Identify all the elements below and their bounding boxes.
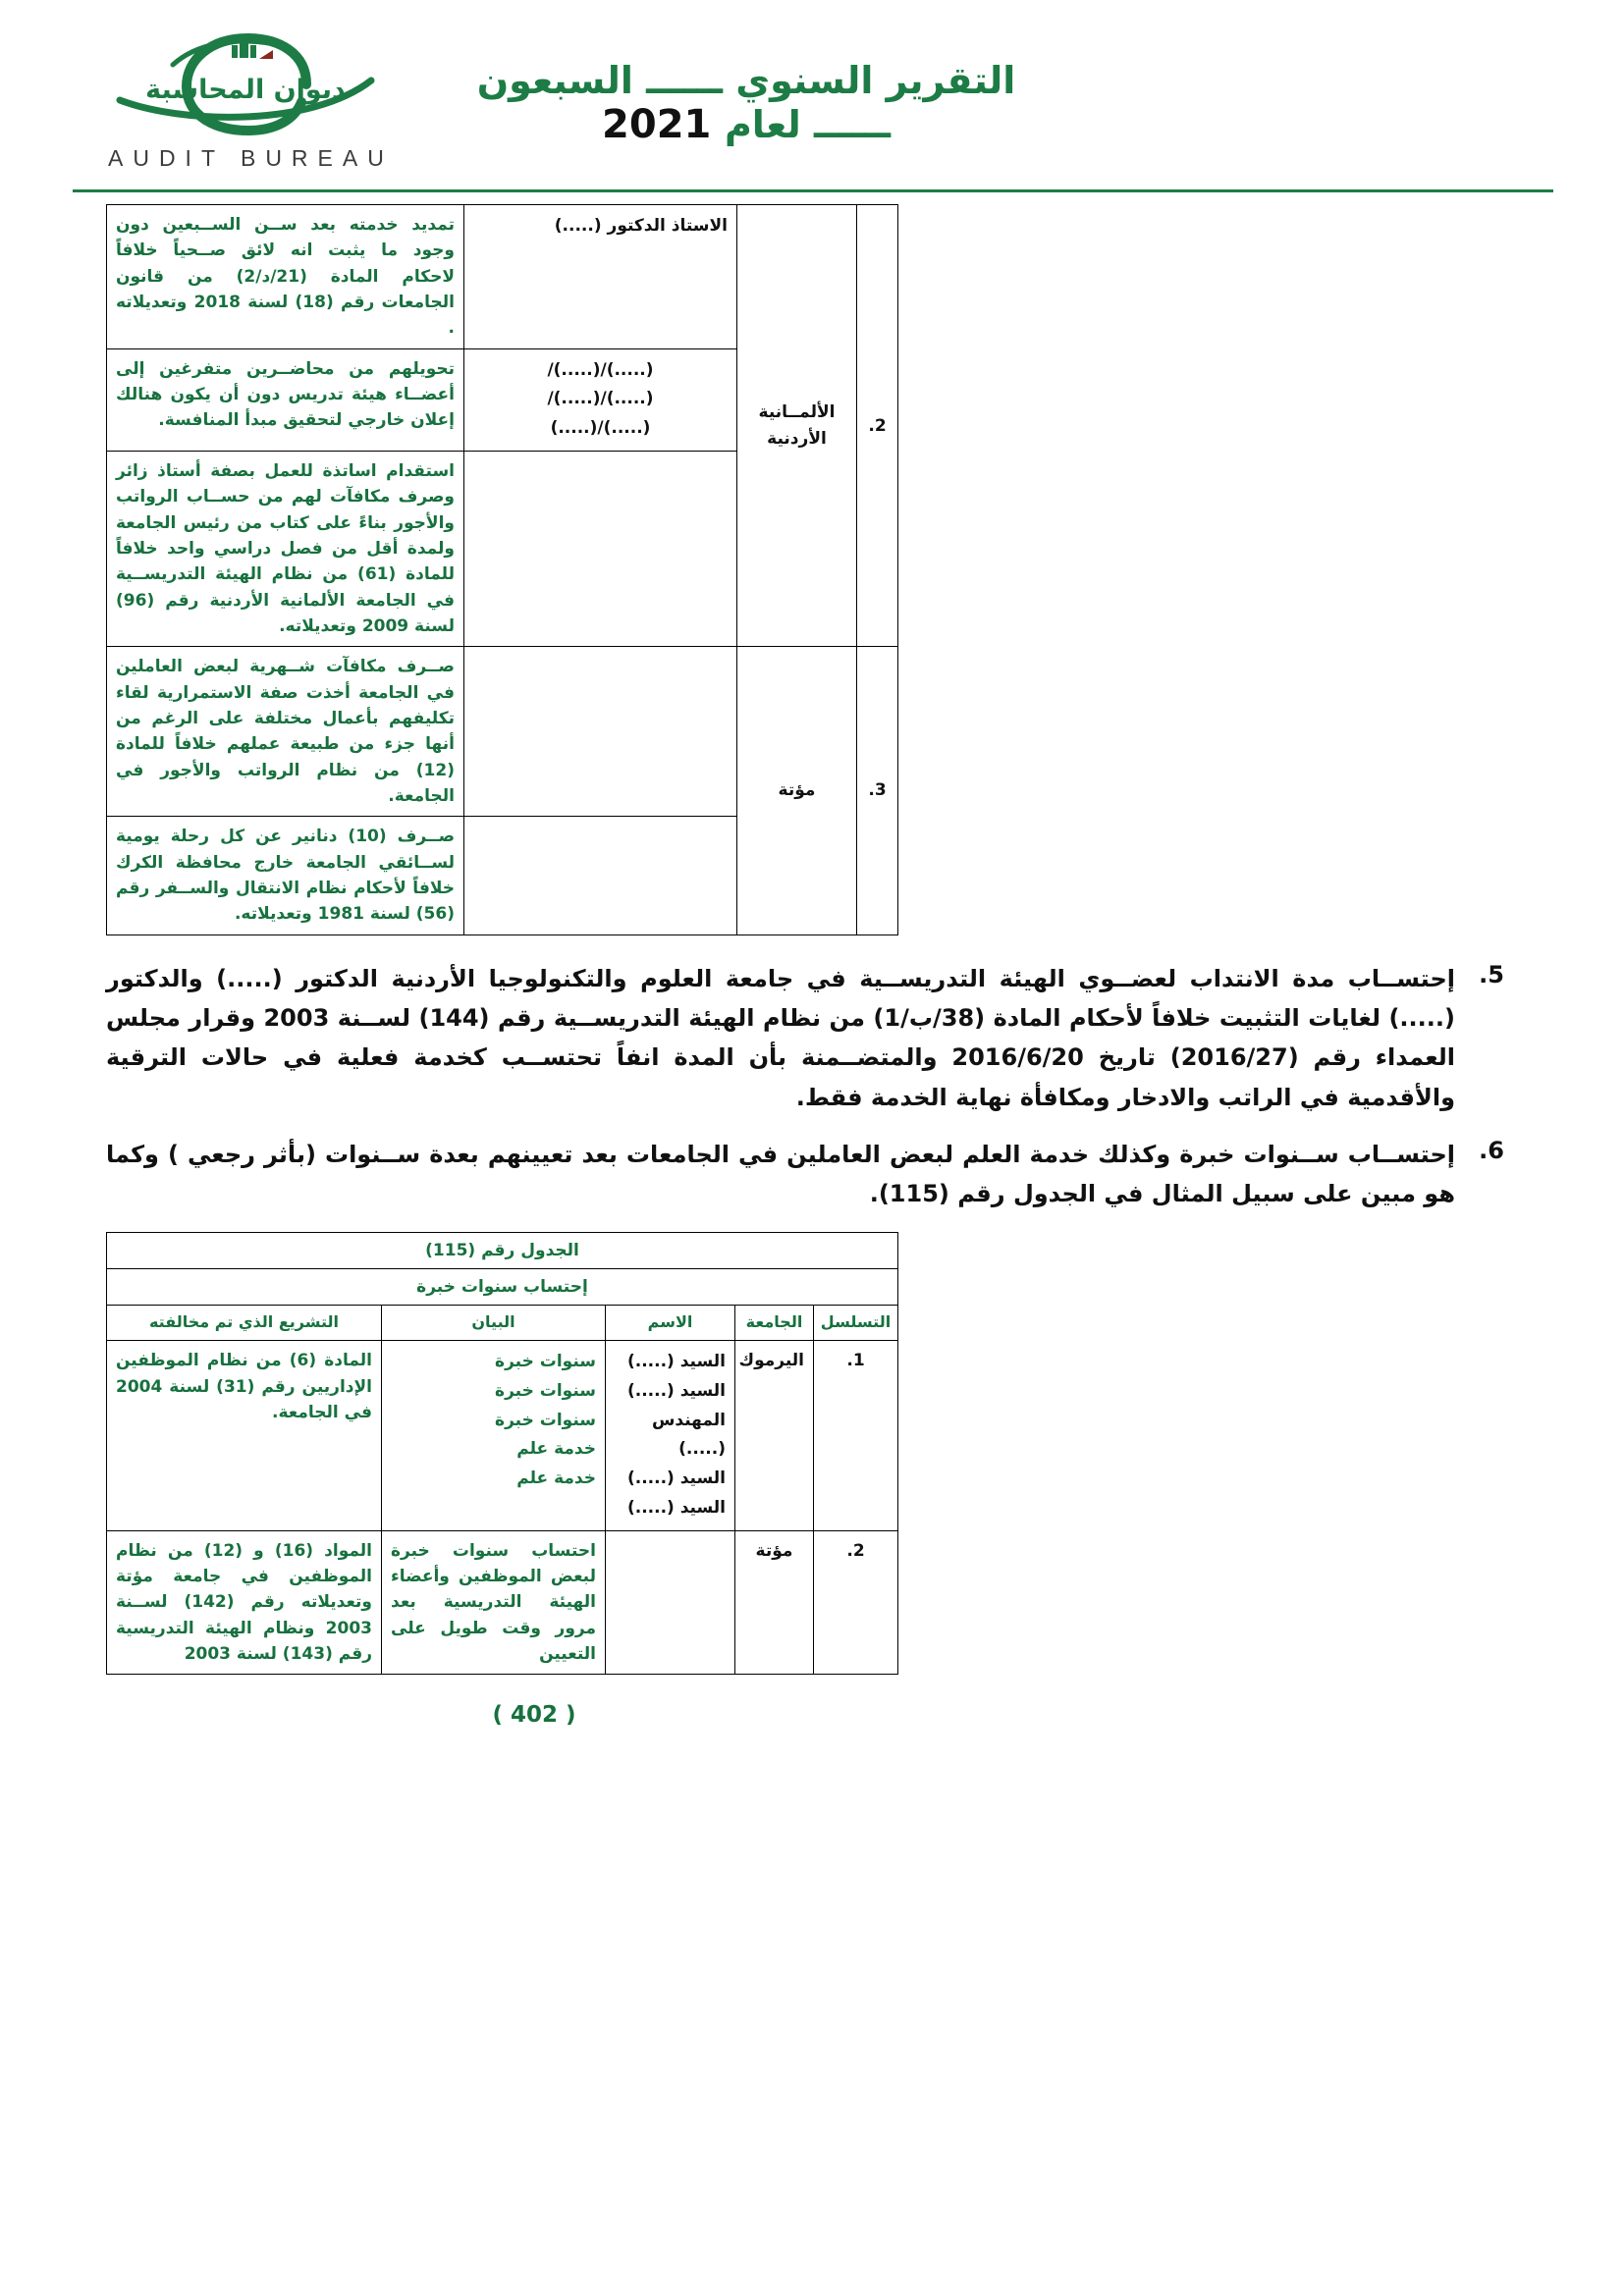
names-cell <box>606 1530 735 1675</box>
person-name: (.....)/(.....)/ <box>547 359 654 380</box>
names-cell <box>464 348 737 451</box>
detail-line: خدمة علم <box>516 1468 596 1489</box>
person-name: (.....)/(.....) <box>550 418 651 439</box>
person-name: السيد (.....) <box>626 1468 726 1489</box>
violation-cell: صــرف مكافآت شــهرية لبعض العاملين في الجامعة أخذت صفة الاستمرارية لقاء تكليفهم بأعمال مختلفة على الرغم من أنها جزء من طبيعة عملهم خلافاً للمادة (12) من نظام الرواتب والأجور في الجامعة. <box>107 647 464 817</box>
violation-cell: استقدام اساتذة للعمل بصفة أستاذ زائر وصرف مكافآت لهم من حســاب الرواتب والأجور بناءً على كتاب من رئيس الجامعة ولمدة أقل من فصل دراسي واحد خلافاً للمادة (61) من نظام الهيئة التدريســية في الجامعة الألمانية الأردنية رقم (96) لسنة 2009 وتعديلاته. <box>107 451 464 646</box>
serial-cell: 3. <box>857 647 898 934</box>
finding-item-5 <box>106 959 1514 1117</box>
detail-line: سنوات خبرة <box>495 1410 596 1430</box>
logo-arabic-name: ديوان المحاسبة <box>145 75 346 105</box>
page-content <box>0 196 1624 1728</box>
names-cell <box>464 647 737 817</box>
logo-red-accent <box>259 50 273 59</box>
header-divider <box>73 189 1553 192</box>
serial-cell: 2. <box>857 205 898 647</box>
names-cell <box>464 451 737 646</box>
item-number: 5. <box>1479 960 1504 988</box>
report-title <box>452 59 1041 147</box>
logo-calligraphy-icon <box>112 26 379 143</box>
experience-years-table <box>106 1232 898 1676</box>
item-text: إحتســاب مدة الانتداب لعضــوي الهيئة التدريســية في جامعة العلوم والتكنولوجيا الأردنية الدكتور (.....) والدكتور (.....) لغايات التثبيت خلافاً لأحكام المادة (38/ب/1) من نظام الهيئة التدريســية رقم (144) لســنة 2003 وقرار مجلس العمداء رقم (2016/27) تاريخ 2016/6/20 والمتضــمنة بأن المدة انفاً تحتســب كخدمة فعلية في حالات الترقية والأقدمية في الراتب والادخار ومكافأة نهاية الخدمة فقط. <box>106 964 1456 1111</box>
university-cell: الألمــانية الأردنية <box>737 205 857 647</box>
audit-bureau-logo <box>108 26 394 172</box>
numbered-findings <box>106 959 1514 1214</box>
person-name: السيد (.....) <box>626 1352 726 1372</box>
item-number: 6. <box>1479 1137 1504 1165</box>
universities-violations-table <box>106 204 898 935</box>
table-caption-row <box>107 1232 898 1268</box>
table-row <box>107 1530 898 1675</box>
report-title-year: 2021 <box>602 102 712 147</box>
page-number: ( 402 ) <box>492 1702 576 1729</box>
col-header-detail: البيان <box>382 1306 606 1341</box>
table-row <box>107 647 898 817</box>
names-cell <box>606 1341 735 1531</box>
table-caption-row <box>107 1269 898 1306</box>
finding-item-6 <box>106 1135 1514 1214</box>
col-header-university: الجامعة <box>735 1306 814 1341</box>
serial-cell: 1. <box>814 1341 898 1531</box>
university-cell: مؤتة <box>735 1530 814 1675</box>
person-name: السيد (.....) <box>626 1380 726 1401</box>
details-cell: احتساب سنوات خبرة لبعض الموظفين وأعضاء الهيئة التدريسية بعد مرور وقت طويل على التعيين <box>382 1530 606 1675</box>
detail-line: خدمة علم <box>516 1439 596 1460</box>
university-cell: مؤتة <box>737 647 857 934</box>
serial-cell: 2. <box>814 1530 898 1675</box>
violation-cell: تحويلهم من محاضــرين متفرغين إلى أعضــاء هيئة تدريس دون أن يكون هنالك إعلان خارجي لتحقيق مبدأ المنافسة. <box>107 348 464 451</box>
logo-english-name: AUDIT BUREAU <box>108 145 394 171</box>
detail-line: سنوات خبرة <box>495 1352 596 1372</box>
person-name: المهندس (.....) <box>651 1410 726 1460</box>
item-text: إحتســاب ســنوات خبرة وكذلك خدمة العلم لبعض العاملين في الجامعات بعد تعيينهم بعدة ســنوات (بأثر رجعي ) وكما هو مبين على سبيل المثال في الجدول رقم (115). <box>106 1141 1455 1208</box>
names-cell <box>464 817 737 934</box>
legislation-cell: المادة (6) من نظام الموظفين الإداريين رقم (31) لسنة 2004 في الجامعة. <box>107 1341 382 1531</box>
legislation-cell: المواد (16) و (12) من نظام الموظفين في جامعة مؤتة وتعديلاته رقم (142) لســنة 2003 ونظام الهيئة التدريسية رقم (143) لسنة 2003 <box>107 1530 382 1675</box>
report-title-arabic: التقرير السنوي ــــــ السبعون ــــــ لعام <box>476 59 1016 146</box>
page-header <box>0 0 1624 196</box>
university-cell: اليرموك <box>735 1341 814 1531</box>
col-header-serial: التسلسل <box>814 1306 898 1341</box>
table-header-row <box>107 1306 898 1341</box>
col-header-name: الاسم <box>606 1306 735 1341</box>
person-name: السيد (.....) <box>626 1497 726 1518</box>
violation-cell: صــرف (10) دنانير عن كل رحلة يومية لســائقي الجامعة خارج محافظة الكرك خلافاً لأحكام نظام الانتقال والســفر رقم (56) لسنة 1981 وتعديلاته. <box>107 817 464 934</box>
detail-line: سنوات خبرة <box>495 1380 596 1401</box>
names-cell <box>464 205 737 349</box>
table-row <box>107 1341 898 1531</box>
person-name: الاستاذ الدكتور (.....) <box>554 216 728 236</box>
details-cell <box>382 1341 606 1531</box>
table-row <box>107 205 898 349</box>
col-header-legislation: التشريع الذي تم مخالفته <box>107 1306 382 1341</box>
table-number-caption: الجدول رقم (115) <box>107 1232 898 1268</box>
table-title-caption: إحتساب سنوات خبرة <box>107 1269 898 1306</box>
violation-cell: تمديد خدمته بعد ســن الســبعين دون وجود ما يثبت انه لائق صــحياً خلافاً لاحكام المادة (21/د/2) من قانون الجامعات رقم (18) لسنة 2018 وتعديلاته . <box>107 205 464 349</box>
person-name: (.....)/(.....)/ <box>547 389 654 409</box>
